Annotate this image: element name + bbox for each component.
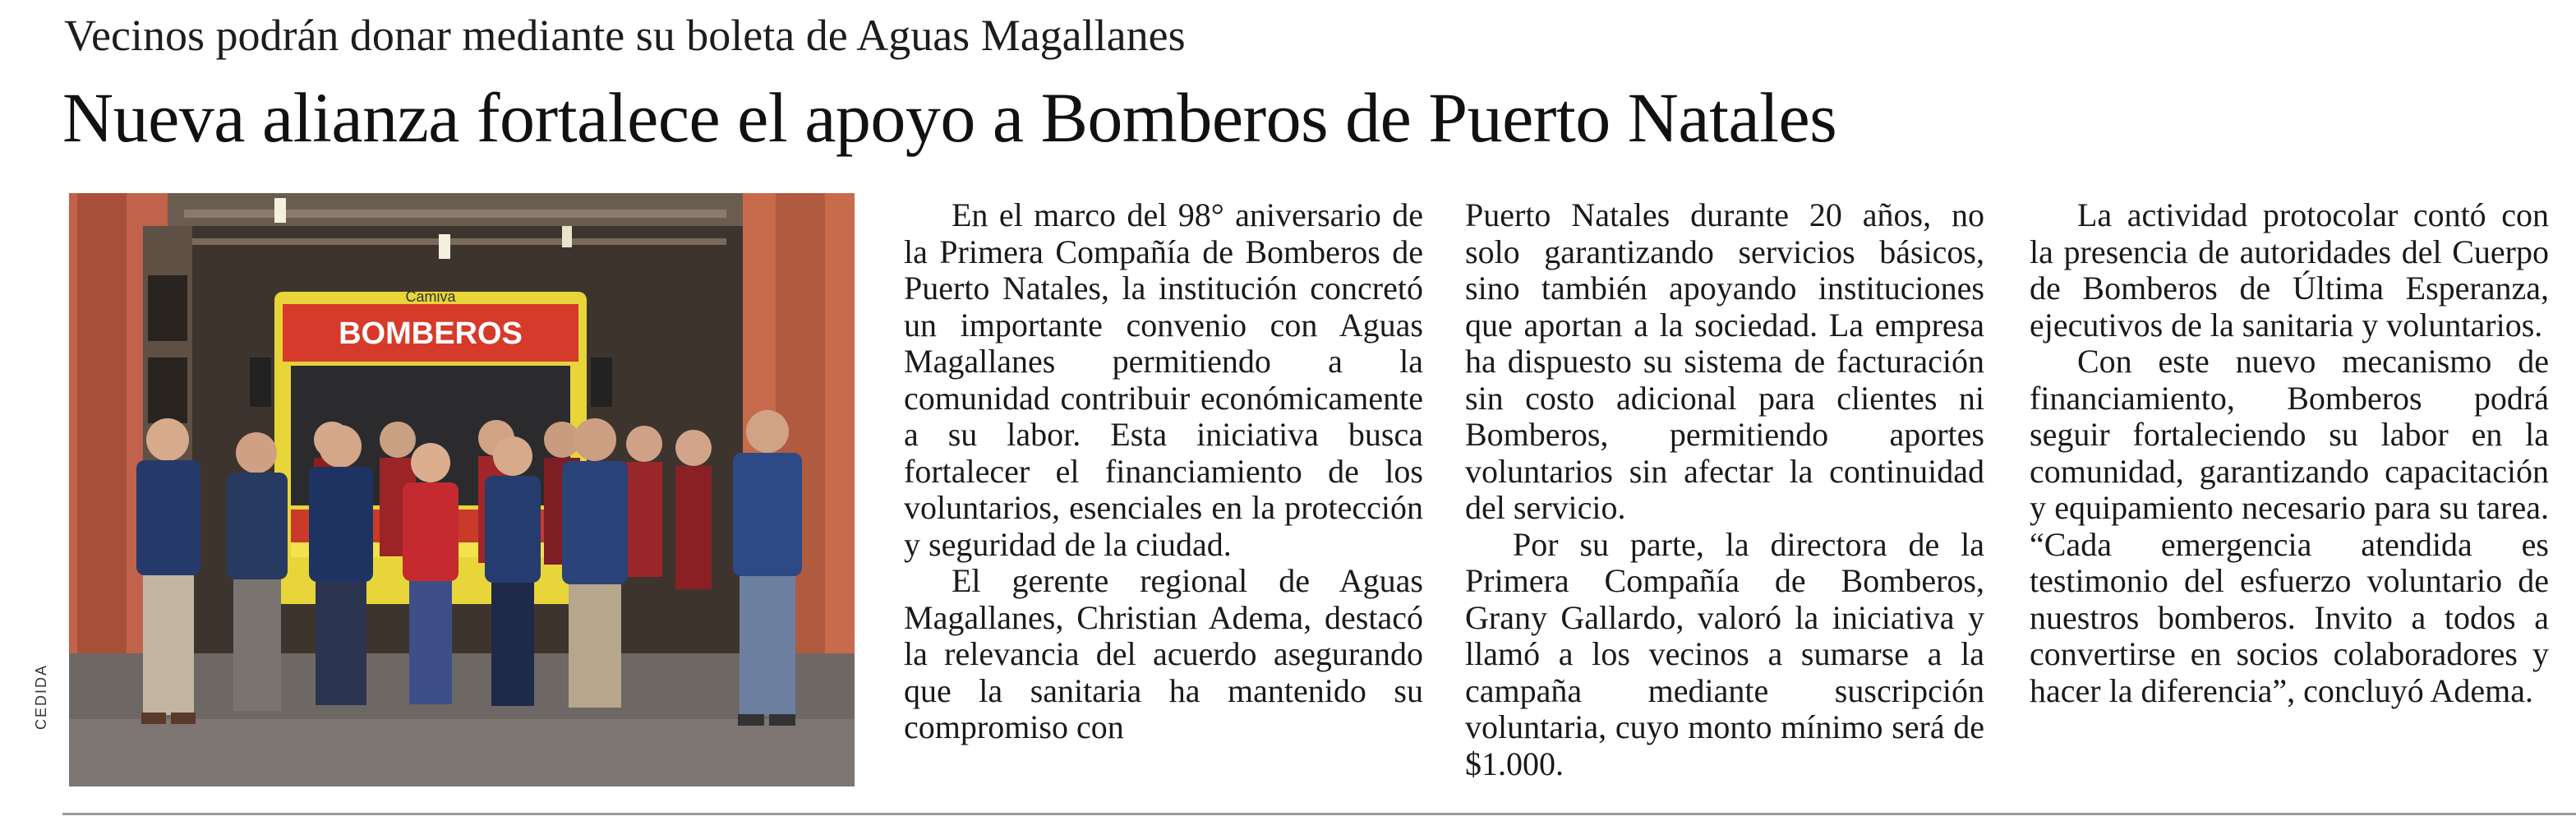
article-column-2 — [1465, 197, 1984, 782]
article-column-3 — [2030, 197, 2549, 709]
paragraph: Puerto Natales durante 20 años, no solo garantizando servicios básicos, sino también apoyando instituciones que aportan a la sociedad. La empresa ha dispuesto su sistema de facturación sin costo adicional para clientes ni Bomberos, permitiendo aportes voluntarios sin afectar la continuidad del servicio. — [1465, 196, 1984, 526]
truck-label: BOMBEROS — [339, 316, 523, 351]
paragraph: Por su parte, la directora de la Primera Compañía de Bomberos, Grany Gallardo, valoró la iniciativa y llamó a los vecinos a sumarse a la campaña mediante suscripción voluntaria, cuyo monto mínimo será de $1.000. — [1465, 525, 1984, 782]
bottom-rule — [62, 813, 2576, 815]
paragraph: En el marco del 98° aniversario de la Primera Compañía de Bomberos de Puerto Natales, la institución concretó un importante convenio con Aguas Magallanes permitiendo a la comunidad contribuir económicamente a su labor. Esta iniciativa busca fortalecer el financiamiento de los voluntarios, esenciales en la protección y seguridad de la ciudad. — [904, 196, 1423, 563]
paragraph: La actividad protocolar contó con la presencia de autoridades del Cuerpo de Bomberos de Última Esperanza, ejecutivos de la sanitaria y voluntarios. — [2030, 196, 2549, 344]
truck-sign: Camiva — [405, 288, 456, 305]
paragraph: Con este nuevo mecanismo de financiamiento, Bomberos podrá seguir fortaleciendo su labor en la comunidad, garantizando capacitación y equipamiento necesario para su tarea. “Cada emergencia atendida es testimonio del esfuerzo voluntario de nuestros bomberos. Invito a todos a convertirse en socios colaboradores y hacer la diferencia”, concluyó Adema. — [2030, 343, 2549, 709]
photo-credit: CEDIDA — [33, 663, 49, 730]
article-photo — [69, 193, 855, 786]
article-column-1 — [904, 197, 1423, 746]
article-headline: Nueva alianza fortalece el apoyo a Bomberos de Puerto Natales — [62, 78, 1837, 157]
kicker-subheadline: Vecinos podrán donar mediante su boleta de Aguas Magallanes — [64, 11, 1186, 60]
paragraph: El gerente regional de Aguas Magallanes, Christian Adema, destacó la relevancia del acuerdo asegurando que la sanitaria ha mantenido su compromiso con — [904, 562, 1423, 745]
